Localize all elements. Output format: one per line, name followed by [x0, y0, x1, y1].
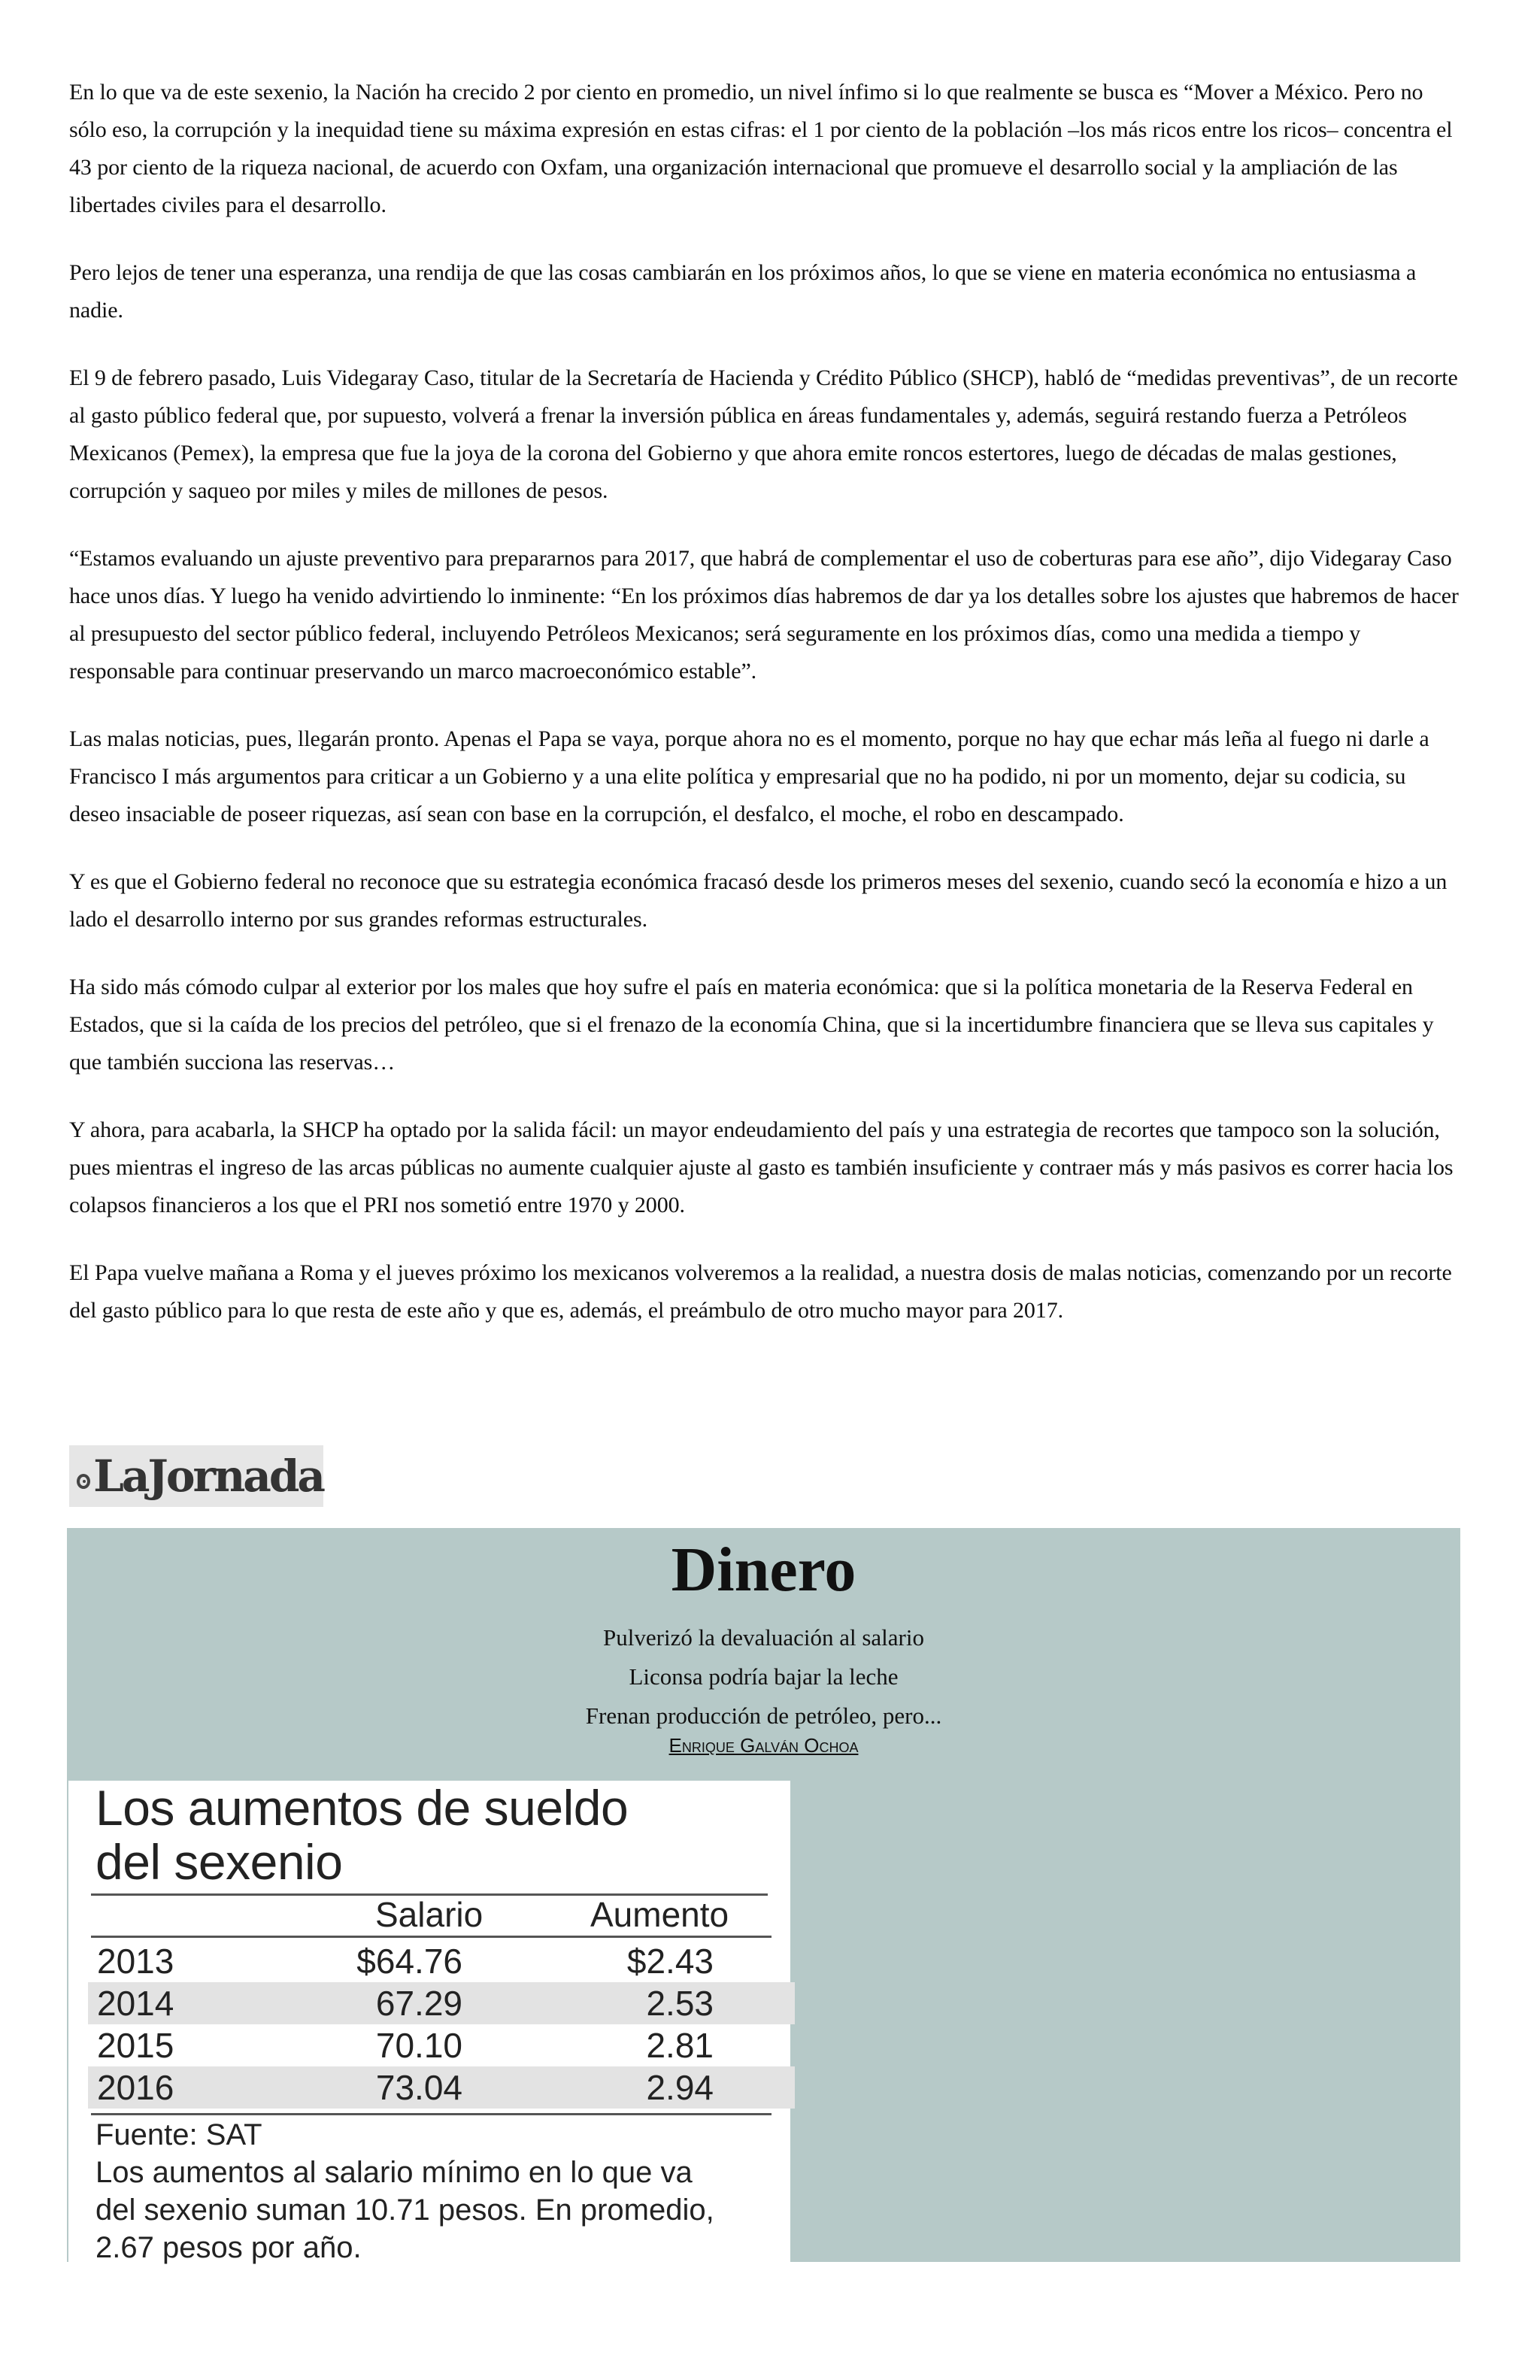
article-paragraph: Pero lejos de tener una esperanza, una rendija de que las cosas cambiarán en los próximos años, lo que se viene en materia económica no entusiasma a nadie.: [69, 260, 1417, 323]
increase-cell: 2.81: [646, 2026, 714, 2065]
divider: [91, 2113, 772, 2115]
year-cell: 2014: [97, 1984, 174, 2023]
article-paragraph: “Estamos evaluando un ajuste preventivo para prepararnos para 2017, que habrá de complementar el uso de coberturas para ese año”, dijo Videgaray Caso hace unos días. Y luego ha venido advirtiendo lo inminente: “En los próximos días habremos de dar ya los detalles sobre los ajustes que habremos de hacer al presupuesto del sector público federal, incluyendo Petróleos Mexicanos; será seguramente en los próximos días, como una medida a tiempo y responsable para continuar preservando un marco macroeconómico estable”.: [69, 546, 1459, 684]
source-label: Fuente: SAT: [95, 2118, 262, 2151]
article-paragraph: Las malas noticias, pues, llegarán pronto. Apenas el Papa se vaya, porque ahora no es el momento, porque no hay que echar más leña al fuego ni darle a Francisco I más argumentos para criticar a un Gobierno y a una elite política y empresarial que no ha podido, ni por un momento, dejar su codicia, su deseo insaciable de poseer riquezas, así sean con base en la corrupción, el desfalco, el moche, el robo en descampado.: [69, 726, 1429, 826]
headline-link[interactable]: Frenan producción de petróleo, pero...: [585, 1702, 942, 1729]
headline-link[interactable]: Liconsa podría bajar la leche: [629, 1663, 899, 1690]
headline-list: [67, 1618, 1460, 1736]
table-row: [88, 2066, 795, 2109]
clipping-title: [95, 1781, 772, 1889]
year-cell: 2013: [97, 1942, 174, 1981]
year-cell: 2015: [97, 2026, 174, 2065]
article-paragraph: Y ahora, para acabarla, la SHCP ha optado por la salida fácil: un mayor endeudamiento del país y una estrategia de recortes que tampoco son la solución, pues mientras el ingreso de las arcas públicas no aumente cualquier ajuste al gasto es también insuficiente y contraer más y más pasivos es correr hacia los colapsos financieros a los que el PRI nos sometió entre 1970 y 2000.: [69, 1117, 1454, 1217]
footnote-line: 2.67 pesos por año.: [95, 2231, 362, 2264]
increase-cell: 2.94: [646, 2068, 714, 2107]
salary-cell: 67.29: [375, 1984, 462, 2023]
salary-cell: 73.04: [375, 2068, 462, 2107]
increase-cell: $2.43: [626, 1942, 714, 1981]
la-jornada-logo[interactable]: [69, 1445, 323, 1507]
section-title: Dinero: [671, 1535, 856, 1605]
article-paragraph: Y es que el Gobierno federal no reconoce que su estrategia económica fracasó desde los primeros meses del sexenio, cuando secó la economía e hizo a un lado el desarrollo interno por sus grandes reformas estructurales.: [69, 869, 1448, 932]
salary-cell: 70.10: [375, 2026, 462, 2065]
salary-cell: $64.76: [356, 1942, 462, 1981]
salary-table-clipping: [68, 1781, 790, 2262]
divider: [91, 1936, 772, 1938]
clipping-title-line: del sexenio: [95, 1834, 343, 1890]
table-row: [88, 1940, 795, 1982]
column-header-increase: Aumento: [590, 1895, 729, 1934]
article-paragraph: En lo que va de este sexenio, la Nación ha crecido 2 por ciento en promedio, un nivel ínfimo si lo que realmente se busca es “Mover a México. Pero no sólo eso, la corrupción y la inequidad tiene su máxima expresión en estas cifras: el 1 por ciento de la población –los más ricos entre los ricos– concentra el 43 por ciento de la riqueza nacional, de acuerdo con Oxfam, una organización internacional que promueve el desarrollo social y la ampliación de las libertades civiles para el desarrollo.: [69, 80, 1453, 217]
table-row: [88, 2024, 795, 2066]
article-paragraph: Ha sido más cómodo culpar al exterior por los males que hoy sufre el país en materia económica: que si la política monetaria de la Reserva Federal en Estados, que si la caída de los precios del petróleo, que si el frenazo de la economía China, que si la incertidumbre financiera que se lleva sus capitales y que también succiona las reservas…: [69, 975, 1434, 1075]
increase-cell: 2.53: [646, 1984, 714, 2023]
author-link[interactable]: Enrique Galván Ochoa: [668, 1734, 859, 1757]
footnote-line: del sexenio suman 10.71 pesos. En promedio,: [95, 2194, 714, 2227]
article-paragraph: El 9 de febrero pasado, Luis Videgaray Caso, titular de la Secretaría de Hacienda y Crédito Público (SHCP), habló de “medidas preventivas”, de un recorte al gasto público federal que, por supuesto, volverá a frenar la inversión pública en áreas fundamentales y, además, seguirá restando fuerza a Petróleos Mexicanos (Pemex), la empresa que fue la joya de la corona del Gobierno y que ahora emite roncos estertores, luego de décadas de malas gestiones, corrupción y saqueo por miles y miles de millones de pesos.: [69, 365, 1458, 503]
headline-link[interactable]: Pulverizó la devaluación al salario: [603, 1624, 924, 1651]
article-paragraph: El Papa vuelve mañana a Roma y el jueves próximo los mexicanos volveremos a la realidad, a nuestra dosis de malas noticias, comenzando por un recorte del gasto público para lo que resta de este año y que es, además, el preámbulo de otro mucho mayor para 2017.: [69, 1260, 1452, 1323]
table-row: [88, 1982, 795, 2024]
year-cell: 2016: [97, 2068, 174, 2107]
clipping-title-line: Los aumentos de sueldo: [95, 1780, 629, 1836]
column-header-salary: Salario: [375, 1895, 484, 1934]
clipping-footnote: [95, 2116, 772, 2266]
article-body: [69, 74, 1460, 1360]
logo-text: LaJornada: [93, 1451, 323, 1502]
footnote-line: Los aumentos al salario mínimo en lo que va: [95, 2156, 693, 2189]
newspaper-logo-icon: [77, 1474, 90, 1489]
dinero-section: [67, 1528, 1460, 2262]
